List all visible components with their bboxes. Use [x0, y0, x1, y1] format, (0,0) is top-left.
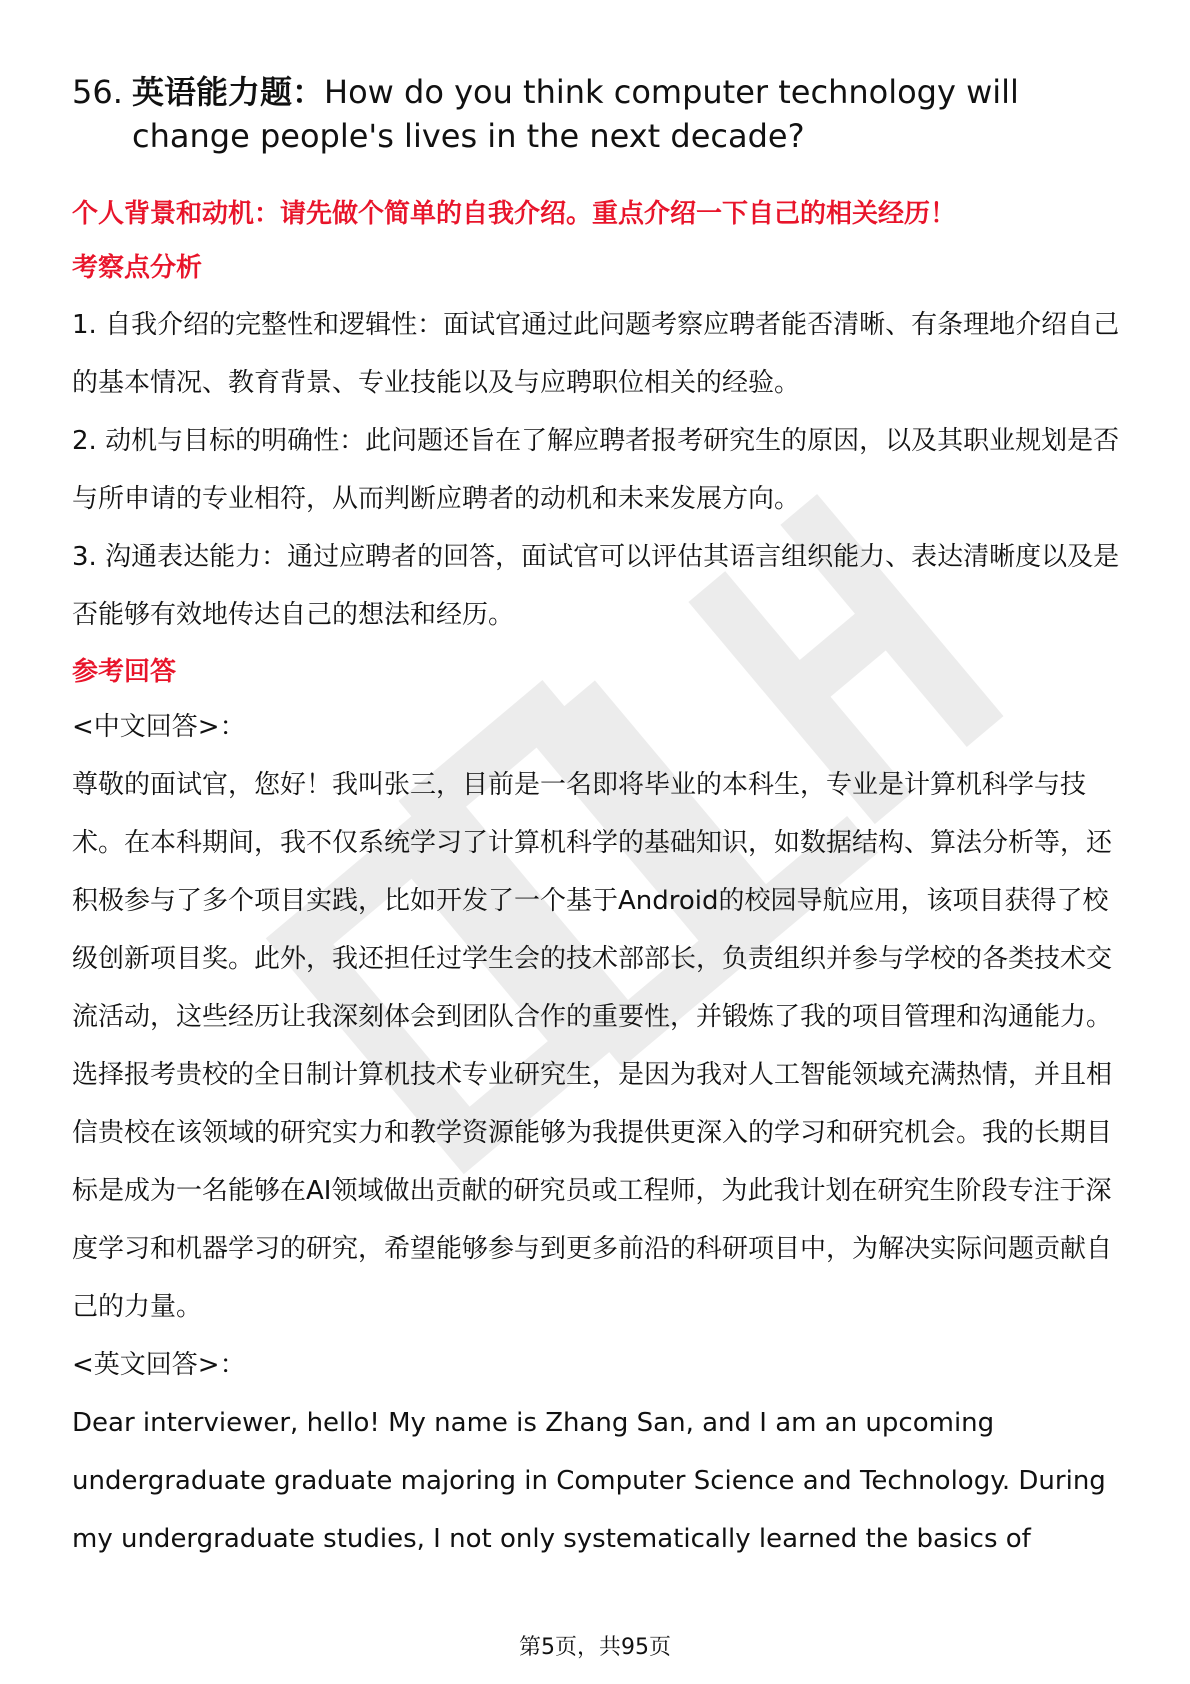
analysis-point: 2. 动机与目标的明确性：此问题还旨在了解应聘者报考研究生的原因，以及其职业规划是否与所申请的专业相符，从而判断应聘者的动机和未来发展方向。	[72, 426, 1120, 514]
question-heading	[72, 70, 1122, 158]
chinese-answer-paragraph: 尊敬的面试官，您好！我叫张三，目前是一名即将毕业的本科生，专业是计算机科学与技术。在本科期间，我不仅系统学习了计算机科学的基础知识，如数据结构、算法分析等，还积极参与了多个项目实践，比如开发了一个基于Android的校园导航应用，该项目获得了校级创新项目奖。此外，我还担任过学生会的技术部部长，负责组织并参与学校的各类技术交流活动，这些经历让我深刻体会到团队合作的重要性，并锻炼了我的项目管理和沟通能力。	[72, 770, 1113, 1032]
chinese-answer-paragraph: 选择报考贵校的全日制计算机技术专业研究生，是因为我对人工智能领域充满热情，并且相信贵校在该领域的研究实力和教学资源能够为我提供更深入的学习和研究机会。我的长期目标是成为一名能够在AI领域做出贡献的研究员或工程师，为此我计划在研究生阶段专注于深度学习和机器学习的研究，希望能够参与到更多前沿的科研项目中，为解决实际问题贡献自己的力量。	[72, 1060, 1113, 1322]
analysis-heading: 考察点分析	[72, 253, 203, 283]
question-body	[132, 70, 1122, 158]
analysis-point: 3. 沟通表达能力：通过应聘者的回答，面试官可以评估其语言组织能力、表达清晰度以及是否能够有效地传达自己的想法和经历。	[72, 542, 1120, 630]
page-content	[72, 70, 1122, 1568]
question-number: 56.	[72, 73, 123, 111]
english-answer-tag: <英文回答>：	[72, 1350, 246, 1380]
answer-heading: 参考回答	[72, 657, 177, 687]
english-answer-paragraph: Dear interviewer, hello! My name is Zhang San, and I am an upcoming undergraduate graduate majoring in Computer Science and Technology. During my undergraduate studies, I not only systematically learned the basics of	[72, 1408, 1106, 1554]
question-text: How do you think computer technology will change people's lives in the next decade?	[132, 73, 1019, 155]
motivation-heading: 个人背景和动机：请先做个简单的自我介绍。重点介绍一下自己的相关经历！	[72, 199, 957, 229]
chinese-answer-tag: <中文回答>：	[72, 712, 246, 742]
question-label: 英语能力题：	[132, 73, 325, 111]
analysis-point: 1. 自我介绍的完整性和逻辑性：面试官通过此问题考察应聘者能否清晰、有条理地介绍自己的基本情况、教育背景、专业技能以及与应聘职位相关的经验。	[72, 310, 1120, 398]
page-footer: 第5页，共95页	[519, 1635, 671, 1660]
